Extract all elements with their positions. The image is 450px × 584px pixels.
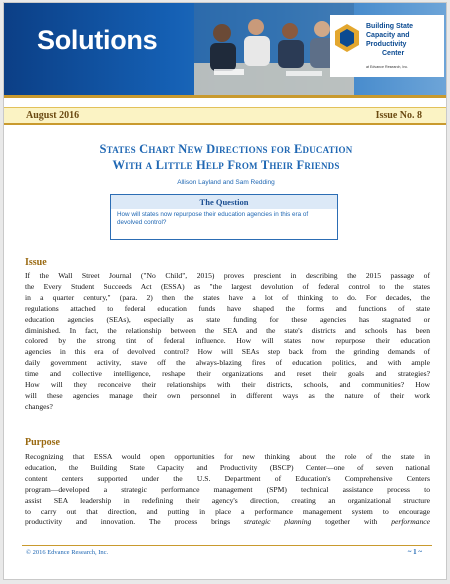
logo-line-1: Building State	[366, 23, 414, 30]
purpose-line: education, the Building State Capacity and Productivity (BSCP) Center—one of seven national	[25, 462, 430, 472]
header-banner	[4, 3, 447, 95]
issue-heading: Issue	[25, 257, 47, 268]
authors: Allison Layland and Sam Redding	[177, 179, 275, 186]
issue-line: daily government activity, stave off the always-blazing fires of education politics, and with ample	[25, 358, 430, 368]
purpose-line: Recognizing that ESSA would open opportunities for new thinking about the role of the state in	[25, 452, 430, 461]
question-heading: The Question	[111, 195, 337, 209]
issue-line: If the Wall Street Journal ("No Child", 2015) proves prescient in describing the 2015 passage of	[25, 271, 430, 280]
issue-paragraph	[25, 271, 430, 413]
header-gold-rule	[4, 95, 447, 98]
footer-rule	[22, 545, 432, 546]
purpose-last-start: productivity and innovation. The process brings	[25, 517, 244, 527]
issue-bar	[4, 107, 447, 125]
issue-line: in a quarter century," (para. 2) then the states have a lot of thinking to do. For decades, the	[25, 292, 430, 302]
issue-line: How will they reconceive their relationships with their districts, schools, and communities? How	[25, 380, 430, 390]
issue-line: agencies in this era of devolved control? How will SEAs step back from the grinding demands of	[25, 347, 430, 357]
question-box	[110, 194, 338, 240]
purpose-paragraph	[25, 452, 430, 528]
issue-line: time and collective intelligence, reshape their organizations and reset their goals and strategies?	[25, 369, 430, 379]
issue-line: the Every Student Succeeds Act (ESSA) as "the largest devolution of federal control to the states	[25, 281, 430, 291]
issue-line: will these agencies manage their own personnel in different ways as the nature of their work	[25, 390, 430, 400]
purpose-line: content centers supported under the U.S. Department of Education's Comprehensive Centers	[25, 473, 430, 483]
issue-line: colored by the strong tint of federal influence. How will states now repurpose their education	[25, 336, 430, 346]
issue-line: changes?	[25, 401, 53, 411]
issue-date: August 2016	[26, 110, 80, 121]
article-title-line-1: States Chart New Directions for Education	[99, 142, 353, 156]
question-text-line-1: How will states now repurpose their education agencies in this era of	[117, 211, 309, 218]
purpose-line-last	[25, 517, 430, 528]
logo-line-4: Center	[382, 50, 405, 57]
purpose-heading: Purpose	[25, 437, 60, 448]
center-logo	[330, 15, 444, 77]
logo-subtitle: at Edvance Research, Inc.	[366, 65, 409, 69]
purpose-line: program—developed a strategic performance management (SPM) technical assistance process to	[25, 484, 430, 494]
question-text-line-2: devolved control?	[117, 219, 167, 226]
footer-copyright: © 2016 Edvance Research, Inc.	[26, 549, 109, 556]
issue-line: education agencies (SEAs), especially as state funding for these agencies has stagnated or	[25, 314, 430, 324]
article-title-line-2: With a Little Help From Their Friends	[112, 158, 340, 172]
issue-number: Issue No. 8	[375, 110, 422, 121]
document-page	[3, 2, 447, 580]
logo-line-3: Productivity	[366, 41, 407, 48]
center-logo-icon	[334, 23, 360, 53]
purpose-em-performance: performance	[391, 517, 431, 527]
logo-line-2: Capacity and	[366, 32, 410, 39]
purpose-line: to carry out that direction, and putting in place a performance management system to encourage	[25, 506, 430, 516]
question-text	[117, 211, 333, 227]
purpose-line: assist SEA leadership in redefining their agency's direction, creating an organizational structure	[25, 495, 430, 505]
purpose-last-mid: together with	[311, 517, 392, 527]
brand-title: Solutions	[37, 25, 158, 55]
issue-line: regulations attached to federal education funds have shaped the forms and functions of state	[25, 303, 430, 313]
issue-line: diminished. In fact, the relationship between the SEA and the state's districts and schools has been	[25, 325, 430, 335]
footer-page-number: ~ 1 ~	[407, 548, 422, 556]
purpose-em-strategic-planning: strategic planning	[243, 517, 312, 527]
